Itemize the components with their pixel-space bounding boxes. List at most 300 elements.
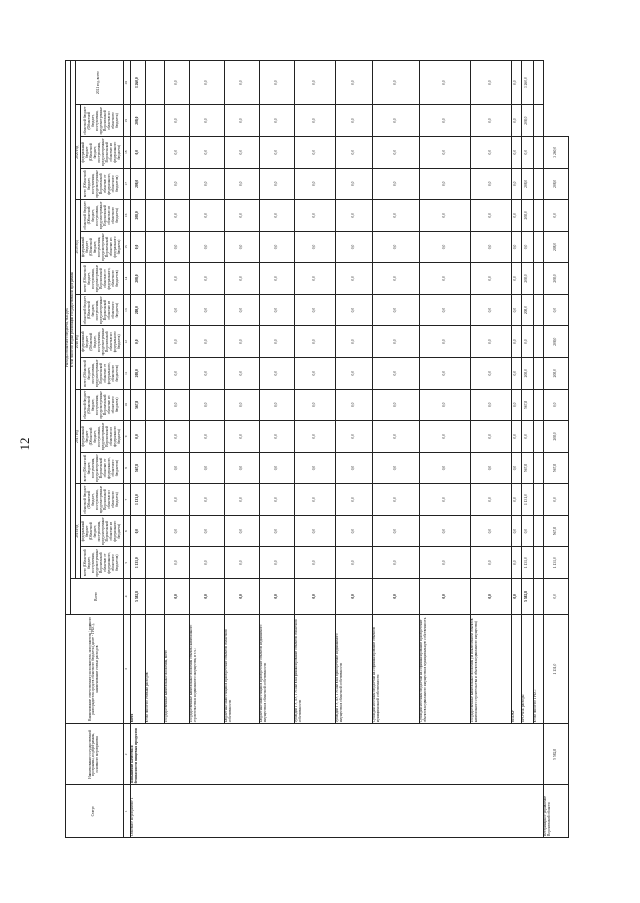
value-cell: 0,0 — [224, 421, 259, 453]
value-cell: 0,0 — [294, 515, 335, 547]
row-label: Государственные капитальные вложения (за исключением объектов капитального строительства и объектов недвижимого имущества) — [470, 614, 511, 723]
value-cell: 0,0 — [189, 294, 224, 326]
value-cell: 5 582,8 — [521, 579, 533, 615]
value-cell: 0,0 — [543, 484, 568, 516]
value-cell: 0,0 — [511, 421, 521, 453]
value-cell: 0,0 — [470, 200, 511, 232]
index-cell: 3 — [123, 614, 130, 723]
value-cell: 0,0 — [470, 326, 511, 358]
value-cell: 0,0 — [372, 136, 419, 168]
header-year-2019: 2019 год — [75, 200, 80, 295]
value-cell: 0,0 — [164, 452, 189, 484]
value-cell: 567,8 — [521, 452, 533, 484]
value-cell: 1 131,0 — [521, 547, 533, 579]
value-cell: 208,0 — [543, 357, 568, 389]
value-cell: 208,0 — [543, 231, 568, 263]
table-row — [259, 61, 294, 838]
value-cell: 0,0 — [224, 452, 259, 484]
value-cell: 0,0 — [189, 263, 224, 295]
value-cell: 0,0 — [189, 579, 224, 615]
value-cell: 0,0 — [189, 515, 224, 547]
value-cell: 0,0 — [294, 357, 335, 389]
value-cell: 0,0 — [419, 515, 470, 547]
value-cell: 1 131,0 — [130, 547, 145, 579]
table-body — [130, 61, 568, 838]
value-cell: 208,0 — [543, 326, 568, 358]
value-cell: 0,0 — [372, 389, 419, 421]
value-cell: 0,0 — [335, 579, 372, 615]
value-cell: 0,0 — [189, 389, 224, 421]
row-label: в том числе по ГРБС: — [533, 614, 543, 723]
value-cell: 0,0 — [259, 547, 294, 579]
value-cell: 0,0 — [372, 200, 419, 232]
row-label: Государственные капитальные вложения объекты капитального строительства и недвижимого имущества, в т.ч.: — [189, 614, 224, 723]
value-cell: 0,0 — [294, 231, 335, 263]
index-cell: 20 — [123, 61, 130, 105]
value-cell: 0,0 — [164, 61, 189, 105]
value-cell: 0,0 — [419, 326, 470, 358]
value-cell: 0,0 — [543, 579, 568, 615]
value-cell — [145, 61, 164, 105]
value-cell: 0,0 — [294, 200, 335, 232]
value-cell: 567,8 — [130, 389, 145, 421]
value-cell: 0,0 — [130, 326, 145, 358]
index-cell: 7 — [123, 484, 130, 516]
rotated-table-wrapper — [65, 60, 597, 838]
value-cell — [145, 547, 164, 579]
value-cell: 0,0 — [335, 389, 372, 421]
value-cell: 208,0 — [521, 105, 533, 137]
header-2017-all: всего (Областной бюджет, поступления, предусмотренные Воронежской областью от федерального, областного бюджетов) — [80, 452, 123, 484]
index-cell: 12 — [123, 326, 130, 358]
value-cell: 0,0 — [419, 105, 470, 137]
value-cell: 0,0 — [189, 421, 224, 453]
value-cell: 0,0 — [335, 231, 372, 263]
header-2018-fed: федеральный бюджет (Областной бюджет, поступления, предусмотренные Воронежской областью из федерального бюджета) — [80, 326, 123, 358]
value-cell: 3 260,0 — [130, 61, 145, 105]
value-cell — [145, 357, 164, 389]
value-cell: 0,0 — [294, 105, 335, 137]
value-cell — [145, 389, 164, 421]
value-cell: 0,0 — [164, 579, 189, 615]
value-cell: 0,0 — [259, 452, 294, 484]
value-cell: 0,0 — [511, 515, 521, 547]
table-row — [294, 61, 335, 838]
value-cell — [533, 452, 543, 484]
value-cell: 0,0 — [189, 484, 224, 516]
value-cell: 0,0 — [521, 421, 533, 453]
value-cell: 0,0 — [335, 294, 372, 326]
header-year-2021: 2021 год, всего — [75, 61, 123, 105]
value-cell — [533, 484, 543, 516]
header-2020-all: всего (Областной бюджет, поступления, предусмотренные Воронежской областью от федерального, областного бюджетов) — [80, 168, 123, 200]
header-total: Всего — [70, 579, 123, 615]
value-cell: 0,0 — [164, 105, 189, 137]
value-cell: 0,0 — [259, 484, 294, 516]
value-cell: 208,0 — [543, 421, 568, 453]
value-cell: 0,0 — [511, 294, 521, 326]
value-cell — [145, 168, 164, 200]
value-cell: 0,0 — [335, 357, 372, 389]
value-cell: 208,0 — [521, 294, 533, 326]
value-cell: 0,0 — [259, 231, 294, 263]
table-row — [335, 61, 372, 838]
value-cell: 567,8 — [543, 452, 568, 484]
value-cell: 0,0 — [372, 484, 419, 516]
header-2018-all: всего (Областной бюджет, поступления, предусмотренные Воронежской областью от федерального, областного бюджетов) — [80, 357, 123, 389]
value-cell: 208,0 — [543, 263, 568, 295]
header-by-year: в том числе по годам реализации государственной программы — [70, 61, 75, 579]
header-executor: Наименование ответственного исполнителя, исполнителя / главного распорядителя средств областного бюджета (далее - ГРБС), наименование статьи расходов — [66, 614, 124, 723]
value-cell: 0,0 — [189, 168, 224, 200]
value-cell: 0,0 — [511, 105, 521, 137]
index-cell: 9 — [123, 421, 130, 453]
value-cell: 0,0 — [189, 452, 224, 484]
header-year-2018: 2018 год — [75, 294, 80, 389]
header-year-2017: 2017 год — [75, 389, 80, 484]
value-cell: 0,0 — [372, 547, 419, 579]
header-2020-reg: областной бюджет (Областной бюджет, поступления, предусмотренные Воронежской областью из областного бюджета) — [80, 105, 123, 137]
table-row — [145, 61, 164, 838]
value-cell — [533, 200, 543, 232]
table-row — [372, 61, 419, 838]
value-cell: 0,0 — [470, 421, 511, 453]
value-cell: 0,0 — [335, 326, 372, 358]
value-cell: 0,0 — [259, 515, 294, 547]
row-label: ПРОЧИЕ расходы — [521, 614, 533, 723]
value-cell: 0,0 — [419, 263, 470, 295]
value-cell: 0,0 — [164, 357, 189, 389]
row-label: Субсидии местным бюджетам на софинансирование приобретение объектов недвижимого имущества в муниципальную собственность — [419, 614, 470, 723]
value-cell: 0,0 — [372, 231, 419, 263]
value-cell: 0,0 — [164, 231, 189, 263]
budget-table — [65, 60, 569, 838]
value-cell: 0,0 — [511, 61, 521, 105]
value-cell: 208,0 — [521, 263, 533, 295]
value-cell: 0,0 — [224, 326, 259, 358]
value-cell: 0,0 — [419, 484, 470, 516]
value-cell: 208,0 — [521, 357, 533, 389]
value-cell: 0,0 — [294, 168, 335, 200]
table-row — [533, 61, 543, 838]
value-cell: 0,0 — [259, 579, 294, 615]
header-2019-reg: областной бюджет (Областной бюджет, поступления, предусмотренные Воронежской областью из областного бюджета) — [80, 200, 123, 232]
value-cell: 0,0 — [259, 421, 294, 453]
row-label: Государственные капитальные вложения, всего — [164, 614, 189, 723]
row-label: Ветеринарное управление Воронежской области — [543, 785, 568, 838]
value-cell: 0,0 — [189, 61, 224, 105]
value-cell: 0,0 — [224, 105, 259, 137]
value-cell: 0,0 — [335, 105, 372, 137]
value-cell: 0,0 — [372, 294, 419, 326]
value-cell: 0,0 — [164, 294, 189, 326]
value-cell: 208,0 — [543, 168, 568, 200]
value-cell: 0,0 — [372, 168, 419, 200]
value-cell: 0,0 — [511, 168, 521, 200]
value-cell: 3 260,0 — [521, 61, 533, 105]
value-cell — [533, 168, 543, 200]
value-cell: 0,0 — [294, 61, 335, 105]
executor-cell: всего — [130, 614, 145, 723]
value-cell: 0,0 — [372, 61, 419, 105]
value-cell: 0,0 — [470, 515, 511, 547]
value-cell: 0,0 — [419, 294, 470, 326]
value-cell: 0,0 — [511, 579, 521, 615]
value-cell: 0,0 — [224, 389, 259, 421]
value-cell: 208,0 — [521, 200, 533, 232]
value-cell — [533, 357, 543, 389]
value-cell — [533, 389, 543, 421]
value-cell: 5 582,8 — [130, 579, 145, 615]
value-cell: 0,0 — [521, 326, 533, 358]
index-cell: 8 — [123, 452, 130, 484]
value-cell: 0,0 — [164, 263, 189, 295]
value-cell — [533, 515, 543, 547]
value-cell: 0,0 — [130, 421, 145, 453]
value-cell: 0,0 — [294, 389, 335, 421]
index-cell: 19 — [123, 105, 130, 137]
value-cell: 1 131,0 — [543, 614, 568, 723]
value-cell — [145, 263, 164, 295]
value-cell — [533, 421, 543, 453]
index-cell: 2 — [123, 724, 130, 785]
value-cell: 0,0 — [130, 231, 145, 263]
header-2016-all: всего (Областной бюджет, поступления, предусмотренные Воронежской областью от федерального, областного бюджетов) — [80, 547, 123, 579]
value-cell: 0,0 — [335, 168, 372, 200]
value-cell: 567,8 — [130, 452, 145, 484]
value-cell: 0,0 — [294, 484, 335, 516]
value-cell: 0,0 — [419, 421, 470, 453]
table-row — [224, 61, 259, 838]
value-cell: 0,0 — [224, 294, 259, 326]
value-cell — [533, 547, 543, 579]
value-cell: 0,0 — [470, 579, 511, 615]
table-row — [511, 61, 521, 838]
row-label: НИОКР — [511, 614, 521, 723]
value-cell: 0,0 — [511, 484, 521, 516]
value-cell: 0,0 — [335, 515, 372, 547]
value-cell: 0,0 — [372, 579, 419, 615]
value-cell: 0,0 — [259, 168, 294, 200]
value-cell: 0,0 — [372, 105, 419, 137]
value-cell: 0,0 — [189, 547, 224, 579]
value-cell: 0,0 — [224, 61, 259, 105]
value-cell: 0,0 — [511, 547, 521, 579]
header-budget-title: Расходы областного бюджета, тыс.руб. — [66, 61, 71, 615]
header-2019-all: всего (Областной бюджет, поступления, предусмотренные Воронежской областью от федерального, областного бюджетов) — [80, 263, 123, 295]
value-cell: 1 131,0 — [130, 484, 145, 516]
value-cell: 0,0 — [259, 136, 294, 168]
value-cell — [533, 231, 543, 263]
value-cell: 0,0 — [419, 168, 470, 200]
value-cell: 208,0 — [130, 294, 145, 326]
value-cell: 0,0 — [470, 105, 511, 137]
value-cell: 0,0 — [189, 200, 224, 232]
value-cell: 0,0 — [335, 200, 372, 232]
value-cell: 0,0 — [130, 515, 145, 547]
index-cell: 1 — [123, 785, 130, 838]
value-cell: 0,0 — [259, 105, 294, 137]
index-cell: 11 — [123, 357, 130, 389]
value-cell: 208,0 — [130, 168, 145, 200]
value-cell — [145, 200, 164, 232]
value-cell: 0,0 — [224, 136, 259, 168]
value-cell: 0,0 — [224, 515, 259, 547]
value-cell: 567,8 — [521, 389, 533, 421]
value-cell: 0,0 — [419, 231, 470, 263]
value-cell: 0,0 — [521, 515, 533, 547]
value-cell: 567,8 — [543, 515, 568, 547]
index-cell: 6 — [123, 515, 130, 547]
value-cell: 0,0 — [419, 357, 470, 389]
row-label: Бюджетные инвестиции в приобретение объектов областной собственности — [224, 614, 259, 723]
index-cell: 5 — [123, 547, 130, 579]
value-cell: 0,0 — [335, 61, 372, 105]
value-cell — [145, 421, 164, 453]
value-cell: 0,0 — [294, 547, 335, 579]
value-cell: 0,0 — [294, 263, 335, 295]
value-cell: 0,0 — [470, 389, 511, 421]
value-cell: 0,0 — [419, 452, 470, 484]
value-cell — [533, 136, 543, 168]
value-cell: 0,0 — [511, 200, 521, 232]
value-cell: 0,0 — [189, 105, 224, 137]
value-cell — [145, 294, 164, 326]
value-cell: 208,0 — [521, 168, 533, 200]
value-cell: 0,0 — [164, 547, 189, 579]
value-cell: 0,0 — [511, 136, 521, 168]
index-cell: 14 — [123, 263, 130, 295]
value-cell: 208,0 — [130, 200, 145, 232]
row-label: субсидии ГУ, АУ, ГУПам в на приобретение недвижимого имущества в областной собственности — [335, 614, 372, 723]
value-cell: 0,0 — [372, 452, 419, 484]
value-cell: 0,0 — [164, 200, 189, 232]
value-cell: 0,0 — [224, 263, 259, 295]
value-cell: 0,0 — [470, 294, 511, 326]
table-row — [543, 61, 568, 838]
value-cell: 0,0 — [372, 357, 419, 389]
value-cell: 0,0 — [164, 389, 189, 421]
value-cell: 0,0 — [224, 200, 259, 232]
value-cell: 0,0 — [224, 231, 259, 263]
value-cell: 0,0 — [164, 168, 189, 200]
value-cell — [533, 61, 543, 105]
value-cell — [533, 326, 543, 358]
value-cell: 208,0 — [130, 357, 145, 389]
value-cell: 0,0 — [511, 231, 521, 263]
value-cell: 0,0 — [470, 452, 511, 484]
value-cell: 0,0 — [511, 357, 521, 389]
header-2018-reg: областной бюджет (Областной бюджет, поступления, предусмотренные Воронежской областью из областного бюджета) — [80, 294, 123, 326]
value-cell — [533, 105, 543, 137]
value-cell: 0,0 — [335, 547, 372, 579]
value-cell — [533, 263, 543, 295]
row-label: в том числе по статьям расходов: — [145, 614, 164, 723]
value-cell: 0,0 — [335, 421, 372, 453]
value-cell: 0,0 — [130, 136, 145, 168]
value-cell: 0,0 — [543, 294, 568, 326]
page-number: 12 — [17, 437, 32, 451]
index-cell: 13 — [123, 294, 130, 326]
header-2020-fed: федеральный бюджет (Областной бюджет, поступления, предусмотренные Воронежской областью из федерального бюджета) — [80, 136, 123, 168]
header-program: Наименование государственной программы, подпрограммы, основного мероприятия — [66, 724, 124, 785]
value-cell: 0,0 — [294, 452, 335, 484]
value-cell: 0,0 — [419, 389, 470, 421]
value-cell: 1 131,0 — [521, 484, 533, 516]
value-cell: 0,0 — [470, 136, 511, 168]
value-cell: 0,0 — [189, 357, 224, 389]
value-cell: 0,0 — [470, 263, 511, 295]
value-cell: 0,0 — [164, 136, 189, 168]
value-cell: 0,0 — [419, 579, 470, 615]
value-cell: 0,0 — [259, 326, 294, 358]
value-cell: 0,0 — [470, 547, 511, 579]
value-cell: 3 260,0 — [543, 136, 568, 168]
value-cell: 0,0 — [335, 136, 372, 168]
value-cell: 0,0 — [470, 168, 511, 200]
value-cell: 0,0 — [335, 452, 372, 484]
value-cell: 0,0 — [259, 61, 294, 105]
table-row — [470, 61, 511, 838]
value-cell — [145, 105, 164, 137]
value-cell: 0,0 — [259, 294, 294, 326]
header-2017-fed: федеральный бюджет (Областной бюджет, поступления, предусмотренные Воронежской областью из федерального бюджета) — [80, 421, 123, 453]
value-cell: 0,0 — [164, 515, 189, 547]
value-cell: 0,0 — [521, 231, 533, 263]
value-cell: 0,0 — [259, 200, 294, 232]
value-cell — [145, 452, 164, 484]
value-cell: 0,0 — [189, 231, 224, 263]
header-2017-reg: областной бюджет (Областной бюджет, поступления, предусмотренные Воронежской областью из областного бюджета) — [80, 389, 123, 421]
value-cell: 0,0 — [189, 136, 224, 168]
value-cell: 0,0 — [164, 484, 189, 516]
status-cell: Основное мероприятие 1 — [130, 785, 543, 838]
value-cell — [145, 484, 164, 516]
value-cell: 0,0 — [224, 357, 259, 389]
value-cell: 0,0 — [543, 389, 568, 421]
index-cell: 18 — [123, 136, 130, 168]
value-cell: 0,0 — [543, 200, 568, 232]
value-cell: 0,0 — [224, 168, 259, 200]
value-cell: 0,0 — [511, 263, 521, 295]
value-cell: 0,0 — [372, 263, 419, 295]
value-cell: 0,0 — [372, 326, 419, 358]
row-label: Бюджетные инвестиции в приобретение объектов недвижимого имущества в областной собственности — [259, 614, 294, 723]
value-cell — [533, 294, 543, 326]
table-row — [189, 61, 224, 838]
value-cell: 0,0 — [511, 326, 521, 358]
value-cell: 0,0 — [470, 231, 511, 263]
value-cell: 1 131,0 — [543, 547, 568, 579]
value-cell: 0,0 — [335, 484, 372, 516]
value-cell: 0,0 — [470, 357, 511, 389]
value-cell: 0,0 — [372, 421, 419, 453]
index-cell: 16 — [123, 200, 130, 232]
program-cell: Повышение качества и безопасности пищевых продуктов — [130, 724, 543, 785]
value-cell: 0,0 — [511, 452, 521, 484]
index-cell: 4 — [123, 579, 130, 615]
value-cell — [145, 231, 164, 263]
value-cell: 0,0 — [521, 136, 533, 168]
value-cell: 0,0 — [259, 357, 294, 389]
table-row — [164, 61, 189, 838]
value-cell: 0,0 — [294, 294, 335, 326]
value-cell — [145, 515, 164, 547]
value-cell: 0,0 — [224, 547, 259, 579]
row-label: Субсидии местным бюджетам на софинансирование объектов муниципальной собственности — [372, 614, 419, 723]
value-cell: 0,0 — [419, 61, 470, 105]
value-cell: 0,0 — [164, 421, 189, 453]
